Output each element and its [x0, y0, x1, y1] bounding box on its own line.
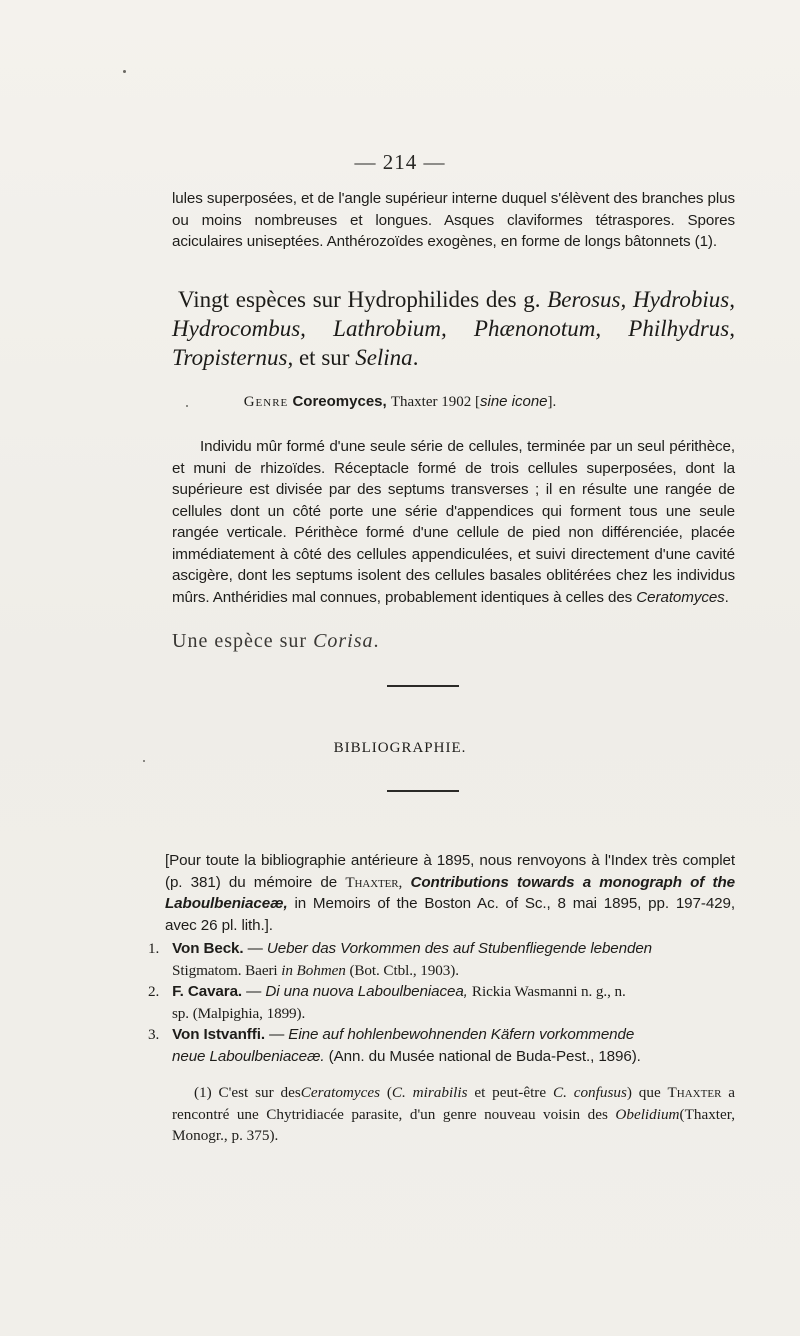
ref-rest: Rickia Wasmanni n. g., n.	[471, 983, 626, 1000]
divider-bottom	[387, 790, 459, 792]
intro-author: Thaxter,	[345, 873, 403, 891]
divider-top	[387, 685, 459, 687]
footnote-lead: (1) C'est sur des	[194, 1084, 301, 1101]
description-text: Individu mûr formé d'une seule série de cellules, terminée par un seul périthèce, et muni de rhizoïdes. Réceptacle formé de trois cellules superposées, dont la supérieure est divisée par des septums transverses ; il en résulte une rangée de cellules dont un côté porte une série d'appendices qui forment tous une seule rangée verticale. Périthèce formé d'une cellule de pied non différenciée, placée immédiatement à côté des cellules appendiculées, et suivi directement d'une cavité ascigère, dont les septums isolent des cellules basales oblitérées chez les individus mûrs. Anthéridies mal connues, probablement identiques à celles des	[172, 438, 735, 606]
hosts-paragraph	[172, 285, 735, 372]
page-number: — 214 —	[354, 150, 446, 174]
genus-note: sine icone	[479, 393, 548, 410]
genus-description	[172, 436, 735, 608]
ref-dash: —	[246, 983, 262, 1000]
intro-text-2: in Memoirs of the Boston Ac. of Sc., 8 mai 1895, pp. 197-429, avec 26 pl. lith.].	[165, 895, 735, 934]
ref-cont-end: sp. (Malpighia, 1899).	[172, 1004, 306, 1022]
ref-number: 2.	[148, 983, 160, 1000]
bibliography-intro	[165, 850, 735, 936]
speck	[123, 70, 126, 73]
ref-title: Eine auf hohlenbewohnenden Käfern vorkommende	[288, 1026, 635, 1043]
reference-item	[148, 1024, 735, 1067]
footnote-open: (	[386, 1084, 392, 1101]
footnote-author: Thaxter	[667, 1084, 722, 1101]
ref-dash: —	[247, 940, 263, 957]
une-suffix: .	[373, 630, 380, 652]
speck	[143, 760, 145, 762]
intro-text-1: [Pour toute la bibliographie antérieure à 1895, nous renvoyons à l'Index très complet (p. 381) du mémoire de	[165, 852, 735, 891]
continuation-text: lules superposées, et de l'angle supérieur interne duquel s'élèvent des branches plus ou moins nombreuses et longues. Asques claviformes tétraspores. Spores aciculaires uniseptées. Anthérozoïdes exogènes, en forme de longs bâtonnets (1).	[172, 190, 735, 250]
ref-dash: —	[269, 1026, 285, 1043]
ref-cont-title: neue Laboulbeniaceæ.	[172, 1047, 325, 1065]
reference-item	[148, 981, 735, 1024]
ref-author: Von Istvanffi.	[172, 1026, 265, 1043]
ref-cont-in: in Bohmen	[281, 961, 346, 979]
ref-cont-end: (Ann. du Musée national de Buda-Pest., 1896).	[328, 1047, 641, 1065]
footnote-genus2: Obelidium	[615, 1105, 680, 1123]
hosts-genus-selina: Selina	[355, 345, 413, 370]
footnote-mid: et peut-être	[474, 1084, 547, 1101]
footnote-close: ) que	[626, 1084, 661, 1101]
une-genus: Corisa	[313, 630, 374, 652]
ref-author: F. Cavara.	[172, 983, 243, 1000]
hosts-middle: et sur	[298, 345, 350, 370]
bibliography-title: BIBLIOGRAPHIE.	[333, 740, 467, 756]
ref-title: Di una nuova Laboulbeniacea,	[265, 983, 468, 1000]
une-espece-line	[172, 630, 380, 653]
hosts-prefix: Vingt espèces sur Hydrophilides des g.	[178, 287, 541, 312]
ref-cont-plain: Stigmatom. Baeri	[172, 961, 278, 979]
description-genus: Ceratomyces	[636, 588, 725, 606]
footnote-sp2: C. confusus	[552, 1084, 627, 1101]
description-end: .	[724, 588, 729, 606]
genus-name: Coreomyces,	[292, 393, 387, 410]
genus-heading	[0, 393, 800, 411]
footnote-sp1: C. mirabilis	[391, 1084, 468, 1101]
footnote-text: a rencontré une Chytridiacée parasite, d'un genre nouveau voisin des	[172, 1084, 735, 1123]
footnote	[172, 1082, 735, 1147]
genus-close: ].	[547, 394, 557, 410]
ref-title: Ueber das Vorkommen des auf Stubenfliegende lebenden	[266, 940, 653, 957]
genus-authority: Thaxter 1902 [	[390, 394, 480, 410]
ref-author: Von Beck.	[172, 940, 244, 957]
ref-cont-end: (Bot. Ctbl., 1903).	[349, 961, 459, 979]
genre-word: Genre	[243, 394, 289, 410]
footnote-genus: Ceratomyces	[300, 1084, 381, 1101]
continuation-paragraph	[172, 188, 735, 253]
ref-number: 3.	[148, 1026, 160, 1043]
reference-item	[148, 938, 735, 981]
ref-number: 1.	[148, 940, 160, 957]
hosts-genera: Berosus, Hydrobius, Hydrocombus, Lathrobium, Phænonotum, Philhydrus, Tropisternus,	[172, 287, 735, 370]
une-prefix: Une espèce sur	[172, 630, 308, 652]
hosts-suffix: .	[412, 345, 419, 370]
intro-title: Contributions towards a monograph of the Laboulbeniaceæ,	[165, 873, 735, 912]
reference-list	[148, 938, 735, 1067]
footnote-ref: (Thaxter, Monogr., p. 375).	[172, 1105, 736, 1144]
